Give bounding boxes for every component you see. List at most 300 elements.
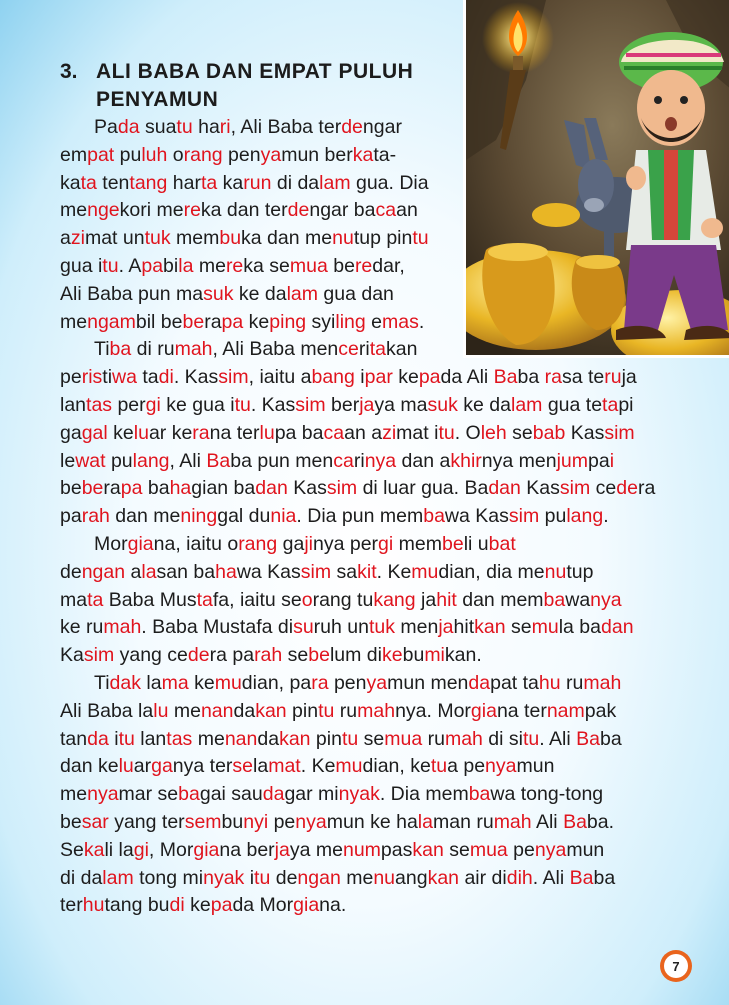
highlighted-syllable: sim — [508, 505, 540, 528]
story-line — [60, 698, 655, 726]
text-segment: di ru — [131, 338, 175, 361]
highlighted-syllable: tu — [318, 699, 335, 722]
text-segment: a pe — [447, 755, 486, 778]
highlighted-syllable: gi — [378, 532, 394, 555]
text-segment: ke — [243, 310, 270, 333]
highlighted-syllable: sim — [83, 644, 115, 667]
highlighted-syllable: nyak — [203, 866, 245, 889]
text-segment: pas — [380, 838, 413, 861]
story-line — [60, 670, 655, 698]
text-segment: me — [340, 866, 374, 889]
text-segment: de — [270, 866, 298, 889]
highlighted-syllable: la — [141, 560, 157, 583]
highlighted-syllable: wa — [112, 366, 137, 389]
highlighted-syllable: ba — [543, 588, 566, 611]
story-line — [60, 170, 655, 198]
text-segment: ba. — [586, 810, 615, 833]
highlighted-syllable: di — [169, 894, 185, 917]
highlighted-syllable: suk — [427, 393, 458, 416]
highlighted-syllable: ke — [382, 644, 403, 667]
highlighted-syllable: se — [232, 755, 254, 778]
story-line — [60, 364, 655, 392]
text-segment: tong mi — [133, 866, 204, 889]
highlighted-syllable: gia — [470, 699, 497, 722]
text-segment: pak — [584, 699, 617, 722]
text-segment: se — [282, 644, 309, 667]
highlighted-syllable: tu — [176, 116, 193, 138]
text-segment: dian, dia me — [438, 560, 545, 583]
text-segment: ya ma — [374, 393, 428, 416]
highlighted-syllable: lam — [319, 171, 351, 194]
highlighted-syllable: num — [342, 838, 381, 861]
text-segment: tang bu — [104, 894, 170, 917]
highlighted-syllable: gi — [145, 393, 161, 416]
text-segment: men — [394, 616, 439, 639]
text-segment: . Kas — [173, 366, 219, 389]
story-line — [60, 142, 655, 170]
highlighted-syllable: be — [308, 644, 330, 667]
highlighted-syllable: lu — [259, 421, 275, 444]
text-segment: bu — [402, 644, 425, 667]
highlighted-syllable: ca — [323, 421, 345, 444]
text-segment: ar ke — [148, 421, 193, 444]
text-segment: ja — [415, 588, 437, 611]
text-segment: mem — [393, 532, 442, 555]
text-segment: dan mem — [456, 588, 544, 611]
text-segment: de — [60, 560, 82, 583]
highlighted-syllable: ta — [196, 588, 213, 611]
text-segment: mun ke ha — [326, 810, 418, 833]
highlighted-syllable: dih — [506, 866, 533, 889]
highlighted-syllable: lu — [153, 699, 169, 722]
text-segment: B — [131, 60, 154, 83]
highlighted-syllable: rang — [238, 532, 278, 555]
highlighted-syllable: nan — [200, 699, 234, 722]
highlighted-syllable: mua — [384, 727, 423, 750]
text-segment: PEN — [96, 88, 141, 111]
text-segment: syi — [306, 310, 336, 333]
text-segment: ngar — [362, 116, 402, 138]
highlighted-syllable: de — [187, 644, 210, 667]
highlighted-syllable: tu — [438, 421, 455, 444]
highlighted-syllable: lam — [102, 866, 134, 889]
text-segment: kori me — [119, 199, 184, 222]
text-segment: ang — [395, 866, 428, 889]
highlighted-syllable: LUH — [368, 60, 414, 83]
text-segment: , Mor — [148, 838, 194, 861]
highlighted-syllable: ja — [359, 393, 375, 416]
highlighted-syllable: lu — [118, 755, 134, 778]
text-segment: ke — [392, 366, 419, 389]
text-segment: se — [505, 616, 532, 639]
text-segment: ya me — [289, 838, 343, 861]
text-segment: wa Kas — [236, 560, 301, 583]
text-segment: di da — [271, 171, 320, 194]
text-segment: pa — [60, 505, 82, 528]
text-segment: ba — [599, 727, 622, 750]
story-line — [60, 420, 655, 448]
text-segment: pin — [310, 727, 342, 750]
text-segment: da — [257, 727, 280, 750]
highlighted-syllable: nya — [485, 755, 517, 778]
highlighted-syllable: mu — [214, 671, 242, 694]
text-segment: PU — [332, 60, 369, 83]
text-segment: ri — [353, 449, 365, 472]
text-segment: be — [60, 810, 82, 833]
text-segment: ter — [60, 894, 83, 917]
text-segment: A — [96, 60, 112, 83]
highlighted-syllable: ta — [369, 338, 386, 361]
highlighted-syllable: PAT — [291, 60, 333, 83]
text-segment: li u — [463, 532, 489, 555]
text-segment: mun men — [387, 671, 469, 694]
text-segment: Pa — [94, 116, 118, 138]
text-segment: . O — [454, 421, 481, 444]
highlighted-syllable: tu — [254, 866, 271, 889]
highlighted-syllable: kan — [412, 838, 444, 861]
text-segment: ra pa — [209, 644, 255, 667]
page-number-badge — [660, 950, 692, 982]
highlighted-syllable: ra — [544, 366, 562, 389]
text-segment: ruh un — [313, 616, 369, 639]
highlighted-syllable: lu — [133, 421, 149, 444]
highlighted-syllable: ra — [311, 671, 329, 694]
highlighted-syllable: da — [262, 783, 285, 806]
text-segment: an a — [344, 421, 383, 444]
highlighted-syllable: ji — [304, 532, 313, 555]
text-segment: ten — [96, 171, 130, 194]
text-segment: ke — [107, 421, 134, 444]
text-segment: ra — [103, 477, 121, 500]
highlighted-syllable: hit — [436, 588, 457, 611]
highlighted-syllable: bu — [219, 227, 242, 250]
highlighted-syllable: lang — [566, 505, 604, 528]
text-segment: ru — [560, 671, 584, 694]
text-segment: ri — [358, 338, 370, 361]
text-segment: pe — [60, 366, 82, 389]
highlighted-syllable: mas — [382, 310, 419, 333]
text-segment: i — [354, 366, 365, 389]
text-segment: bil be — [135, 310, 183, 333]
highlighted-syllable: nya — [87, 783, 119, 806]
highlighted-syllable: tas — [86, 393, 113, 416]
highlighted-syllable: nu — [332, 227, 354, 250]
highlighted-syllable: sim — [604, 421, 635, 444]
text-segment: me — [192, 727, 225, 750]
text-segment: ke gua i — [160, 393, 235, 416]
highlighted-syllable: pa — [120, 477, 143, 500]
highlighted-syllable: su — [293, 616, 314, 639]
text-segment: , Ali Baba ter — [230, 116, 342, 138]
text-segment: pen — [328, 671, 367, 694]
highlighted-syllable: bang — [311, 366, 355, 389]
text-segment: ti — [102, 366, 113, 389]
text-segment: me — [60, 783, 88, 806]
text-segment: wa — [565, 588, 591, 611]
text-segment: di si — [482, 727, 523, 750]
text-segment: gar mi — [284, 783, 339, 806]
highlighted-syllable: khir — [450, 449, 482, 472]
highlighted-syllable: run — [243, 171, 272, 194]
text-segment: sa — [331, 560, 358, 583]
highlighted-syllable: Ba — [206, 449, 231, 472]
highlighted-syllable: da — [117, 116, 140, 138]
story-line — [60, 531, 655, 559]
highlighted-syllable: sem — [184, 810, 222, 833]
highlighted-syllable: Ba — [576, 727, 600, 750]
highlighted-syllable: LI — [111, 60, 132, 83]
text-segment: e — [365, 310, 383, 333]
highlighted-syllable: nam — [546, 699, 585, 722]
highlighted-syllable: re — [225, 254, 244, 277]
highlighted-syllable: hu — [538, 671, 561, 694]
text-segment: be — [60, 477, 82, 500]
highlighted-syllable: ris — [81, 366, 103, 389]
text-segment: B — [169, 60, 185, 83]
text-segment: ar — [133, 755, 152, 778]
story-line — [60, 753, 655, 781]
text-segment: dar, — [372, 254, 405, 277]
highlighted-syllable: Ba — [569, 866, 594, 889]
highlighted-syllable: nu — [544, 560, 567, 583]
highlighted-syllable: pa — [210, 894, 233, 917]
text-segment: a — [125, 560, 142, 583]
text-segment: ke — [184, 894, 211, 917]
highlighted-syllable: lam — [510, 393, 543, 416]
text-segment: , Ali Baba men — [212, 338, 339, 361]
text-segment: Ti — [94, 338, 110, 361]
text-segment: gal du — [217, 505, 271, 528]
highlighted-syllable: tu — [430, 755, 448, 778]
highlighted-syllable: kan — [279, 727, 311, 750]
text-segment: ke ru — [60, 616, 104, 639]
text-segment: Baba Mus — [103, 588, 197, 611]
highlighted-syllable: di — [158, 366, 174, 389]
text-segment: . Baba Mustafa di — [141, 616, 294, 639]
story-line — [60, 837, 655, 865]
story-text — [60, 114, 655, 920]
story-line — [60, 892, 655, 920]
highlighted-syllable: mah — [357, 699, 396, 722]
text-segment: dian, ke — [362, 755, 431, 778]
text-segment: ka — [217, 171, 244, 194]
text-segment: i — [244, 866, 255, 889]
text-segment: Ka — [60, 644, 84, 667]
text-segment: lum di — [329, 644, 382, 667]
highlighted-syllable: bab — [532, 421, 566, 444]
text-segment: da — [233, 699, 256, 722]
text-segment: lan — [60, 393, 87, 416]
text-segment: , Ali — [169, 449, 207, 472]
highlighted-syllable: tuk — [368, 616, 395, 639]
text-segment: ru — [334, 699, 358, 722]
text-segment: me — [60, 310, 88, 333]
text-segment: yang ter — [108, 810, 185, 833]
highlighted-syllable: be — [441, 532, 464, 555]
text-segment: mar se — [118, 783, 179, 806]
text-segment: i — [108, 727, 119, 750]
text-segment: kan. — [444, 644, 482, 667]
story-line — [60, 281, 655, 309]
highlighted-syllable: nia — [270, 505, 297, 528]
text-segment: me — [193, 254, 226, 277]
text-segment: dian, pa — [241, 671, 312, 694]
text-segment: pat ta — [490, 671, 539, 694]
highlighted-syllable: ba — [178, 783, 200, 806]
text-segment: mun — [566, 838, 605, 861]
highlighted-syllable: dan — [601, 616, 634, 639]
highlighted-syllable: sim — [300, 560, 332, 583]
text-segment: ja — [621, 366, 637, 389]
highlighted-syllable: kan — [255, 699, 287, 722]
highlighted-syllable: i — [609, 449, 615, 472]
highlighted-syllable: rah — [254, 644, 283, 667]
text-segment: ber — [325, 393, 360, 416]
text-segment: ma — [60, 588, 88, 611]
highlighted-syllable: ba — [468, 783, 491, 806]
text-segment: Ali Baba pun ma — [60, 282, 204, 305]
text-segment: Mor — [94, 532, 128, 555]
highlighted-syllable: mah — [493, 810, 532, 833]
text-segment: tan — [60, 727, 88, 750]
text-segment: me — [168, 699, 201, 722]
highlighted-syllable: nge — [87, 199, 120, 222]
highlighted-syllable: ru — [604, 366, 622, 389]
story-line — [60, 559, 655, 587]
highlighted-syllable: pa — [141, 254, 164, 277]
text-segment: nya ter — [172, 755, 233, 778]
text-segment: pa — [588, 449, 610, 472]
text-segment: gian ba — [191, 477, 256, 500]
text-segment: ra — [204, 310, 222, 333]
text-segment: yang ce — [114, 644, 188, 667]
highlighted-syllable: tu — [118, 727, 135, 750]
highlighted-syllable: Ba — [563, 810, 587, 833]
text-segment: ga — [60, 421, 82, 444]
text-segment: ke — [188, 671, 215, 694]
highlighted-syllable: ya — [260, 143, 282, 166]
text-segment: li la — [104, 838, 134, 861]
text-segment: la — [253, 755, 269, 778]
text-segment: pin — [286, 699, 319, 722]
text-segment: . Ke — [376, 560, 412, 583]
text-segment: ka — [60, 171, 81, 194]
text-segment: o — [167, 143, 184, 166]
text-segment: em — [60, 143, 88, 166]
text-segment: da Mor — [232, 894, 294, 917]
text-segment: mem — [170, 227, 220, 250]
text-segment: pu — [539, 505, 567, 528]
text-segment: . Ke — [300, 755, 336, 778]
highlighted-syllable: mu — [531, 616, 559, 639]
highlighted-syllable: ja — [438, 616, 454, 639]
highlighted-syllable: pa — [221, 310, 244, 333]
text-segment: . A — [118, 254, 142, 277]
highlighted-syllable: ga — [151, 755, 173, 778]
text-segment: pen — [222, 143, 261, 166]
text-segment: se — [506, 421, 533, 444]
text-segment: gua dan — [318, 282, 394, 305]
highlighted-syllable: mu — [411, 560, 439, 583]
text-segment: Ali Baba la — [60, 699, 154, 722]
highlighted-syllable: gal — [81, 421, 108, 444]
highlighted-syllable: lam — [286, 282, 318, 305]
text-segment: gua i — [60, 254, 103, 277]
text-segment: . — [603, 505, 609, 528]
text-segment: . Ali — [539, 727, 577, 750]
text-segment: nya per — [313, 532, 379, 555]
highlighted-syllable: da — [468, 671, 491, 694]
text-segment: an — [396, 199, 418, 222]
text-segment: kan — [385, 338, 418, 361]
text-segment: dan a — [396, 449, 451, 472]
text-segment: Se — [60, 838, 84, 861]
highlighted-syllable: ba — [423, 505, 445, 528]
text-segment: sa te — [561, 366, 605, 389]
text-segment: ga — [277, 532, 305, 555]
text-segment: mun — [516, 755, 555, 778]
text-segment: pu — [105, 449, 133, 472]
highlighted-syllable: tu — [412, 227, 429, 250]
text-segment: bi — [163, 254, 179, 277]
highlighted-syllable: nyak — [338, 783, 380, 806]
text-segment: wa Kas — [444, 505, 509, 528]
text-segment: san ba — [156, 560, 216, 583]
text-segment: gua te — [542, 393, 603, 416]
highlighted-syllable: gia — [193, 838, 220, 861]
text-segment: me — [60, 199, 88, 222]
highlighted-syllable: ta — [200, 171, 218, 194]
text-segment: sua — [139, 116, 177, 138]
story-line — [60, 253, 655, 281]
text-segment: fa, iaitu se — [212, 588, 302, 611]
text-segment: . Kas — [250, 393, 296, 416]
text-segment: ke da — [457, 393, 511, 416]
highlighted-syllable: gi — [133, 838, 149, 861]
highlighted-syllable: la — [178, 254, 194, 277]
text-segment: le — [60, 449, 76, 472]
text-segment: gua. Dia — [350, 171, 429, 194]
highlighted-syllable: rang — [183, 143, 223, 166]
story-line — [60, 503, 655, 531]
text-segment: nya men — [481, 449, 557, 472]
text-segment: DAN EM — [199, 60, 292, 83]
text-segment: na, iaitu o — [153, 532, 239, 555]
highlighted-syllable: kit — [357, 560, 377, 583]
text-segment: ba — [142, 477, 170, 500]
highlighted-syllable: mah — [103, 616, 142, 639]
highlighted-syllable: hu — [82, 894, 105, 917]
highlighted-syllable: nu — [373, 866, 396, 889]
highlighted-syllable: tas — [166, 727, 193, 750]
highlighted-syllable: tuk — [144, 227, 171, 250]
text-segment: ta- — [373, 143, 397, 166]
highlighted-syllable: A — [184, 60, 200, 83]
text-segment: ru — [422, 727, 445, 750]
text-segment: ba — [517, 366, 545, 389]
highlighted-syllable: nya — [364, 449, 397, 472]
text-segment: pe — [268, 810, 296, 833]
text-segment: man ru — [432, 810, 494, 833]
text-segment: rang tu — [312, 588, 374, 611]
story-line — [60, 114, 655, 142]
highlighted-syllable: mah — [583, 671, 622, 694]
highlighted-syllable: rah — [81, 505, 110, 528]
text-segment: se — [358, 727, 385, 750]
highlighted-syllable: ca — [375, 199, 397, 222]
text-segment: na ber — [219, 838, 275, 861]
text-segment: di luar gua. Ba — [357, 477, 489, 500]
